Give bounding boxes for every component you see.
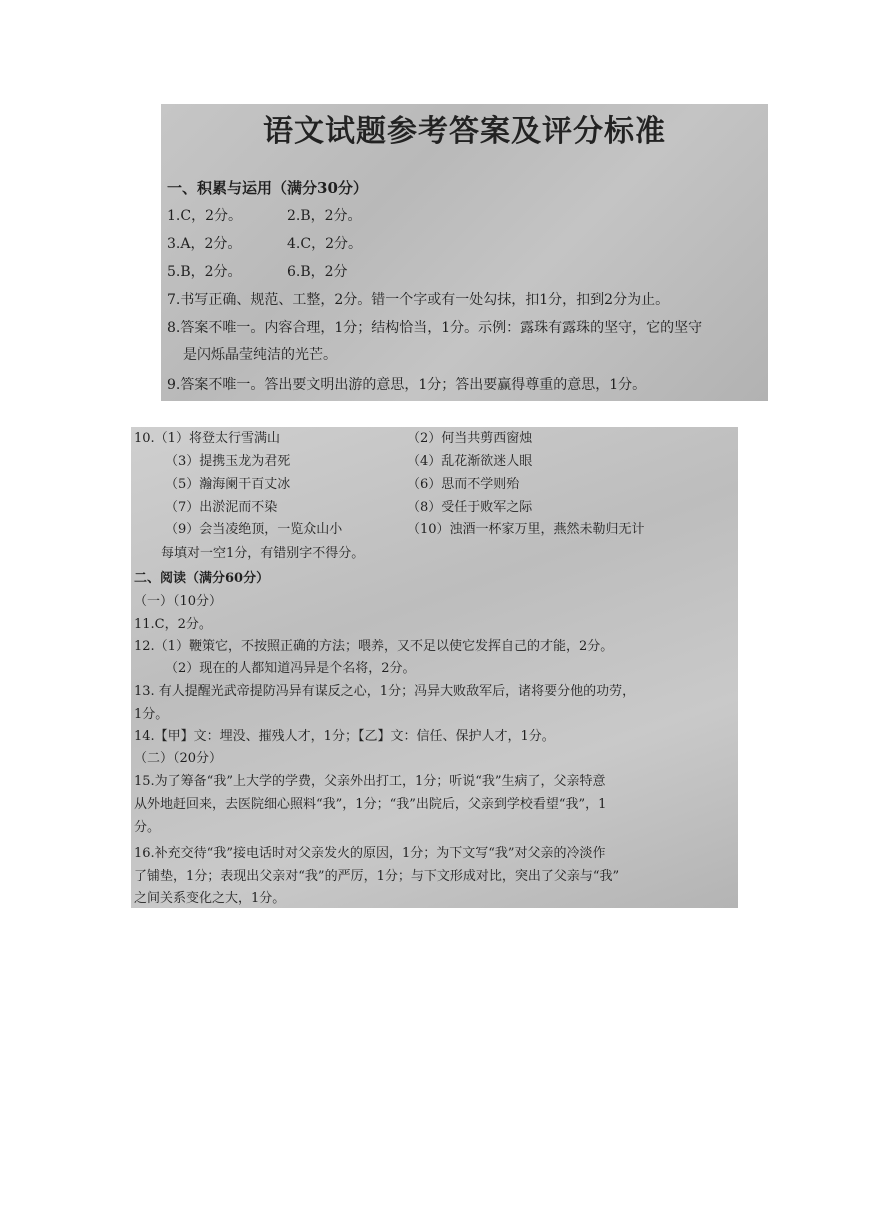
answer-14: 14.【甲】文：埋没、摧残人才，1分；【乙】文：信任、保护人才，1分。 (134, 729, 555, 744)
answer-16-line-1: 16.补充交待“我”接电话时对父亲发火的原因，1分；为下文写“我”对父亲的冷淡作 (134, 846, 606, 861)
answer-10-row-4-right: （8）受任于败军之际 (407, 500, 533, 515)
scan-page-2 (131, 427, 738, 908)
answer-15-line-1: 15.为了筹备“我”上大学的学费，父亲外出打工，1分；听说“我”生病了，父亲特意 (134, 774, 606, 789)
answer-13-line-1: 13. 有人提醒光武帝提防冯异有谋反之心，1分；冯异大败敌军后，诸将要分他的功劳， (134, 684, 636, 699)
answer-9: 9.答案不唯一。答出要文明出游的意思，1分；答出要赢得尊重的意思，1分。 (167, 377, 647, 393)
answer-10-scoring-note: 每填对一空1分，有错别字不得分。 (161, 546, 365, 561)
answer-4: 4.C，2分。 (287, 236, 362, 252)
answer-8-line-1: 8.答案不唯一。内容合理，1分；结构恰当，1分。示例：露珠有露珠的坚守，它的坚守 (167, 320, 703, 336)
answer-2: 2.B，2分。 (287, 208, 362, 224)
answer-12-part-2: （2）现在的人都知道冯异是个名将，2分。 (165, 661, 416, 676)
answer-8-line-2: 是闪烁晶莹纯洁的光芒。 (183, 347, 337, 363)
answer-10-row-2-right: （4）乱花渐欲迷人眼 (407, 454, 533, 469)
section-heading-2: 二、阅读（满分60分） (134, 571, 270, 586)
document-title: 语文试题参考答案及评分标准 (263, 114, 666, 149)
answer-10-row-4-left: （7）出淤泥而不染 (165, 500, 278, 515)
answer-10-row-2-left: （3）提携玉龙为君死 (165, 454, 291, 469)
answer-7: 7.书写正确、规范、工整，2分。错一个字或有一处勾抹，扣1分，扣到2分为止。 (167, 292, 670, 308)
answer-3: 3.A，2分。 (167, 236, 242, 252)
subsection-heading-2: （二）（20分） (134, 751, 223, 766)
section-heading-1: 一、积累与运用（满分30分） (167, 179, 368, 197)
answer-5: 5.B，2分。 (167, 264, 242, 280)
answer-10-row-5-right: （10）浊酒一杯家万里，燕然未勒归无计 (407, 522, 645, 537)
answer-12-part-1: 12.（1）鞭策它，不按照正确的方法；喂养，又不足以使它发挥自己的才能，2分。 (134, 639, 614, 654)
answer-1: 1.C，2分。 (167, 208, 242, 224)
answer-16-line-3: 之间关系变化之大，1分。 (134, 891, 286, 906)
scan-page-1 (161, 104, 768, 401)
subsection-heading-1: （一）（10分） (134, 594, 223, 609)
answer-10-row-3-right: （6）思而不学则殆 (407, 477, 520, 492)
answer-10-row-1-right: （2）何当共剪西窗烛 (407, 431, 533, 446)
answer-13-line-2: 1分。 (134, 707, 169, 722)
answer-10-row-5-left: （9）会当凌绝顶，一览众山小 (165, 522, 343, 537)
answer-10-row-3-left: （5）瀚海阑干百丈冰 (165, 477, 291, 492)
answer-15-line-2: 从外地赶回来，去医院细心照料“我”，1分；“我”出院后，父亲到学校看望“我”，1 (134, 797, 607, 812)
answer-15-line-3: 分。 (134, 820, 161, 835)
answer-11: 11.C，2分。 (134, 617, 212, 632)
answer-10-row-1-left: 10.（1）将登太行雪满山 (134, 431, 280, 446)
answer-6: 6.B，2分 (287, 264, 348, 280)
answer-16-line-2: 了铺垫，1分；表现出父亲对“我”的严厉，1分；与下文形成对比，突出了父亲与“我” (134, 869, 620, 884)
